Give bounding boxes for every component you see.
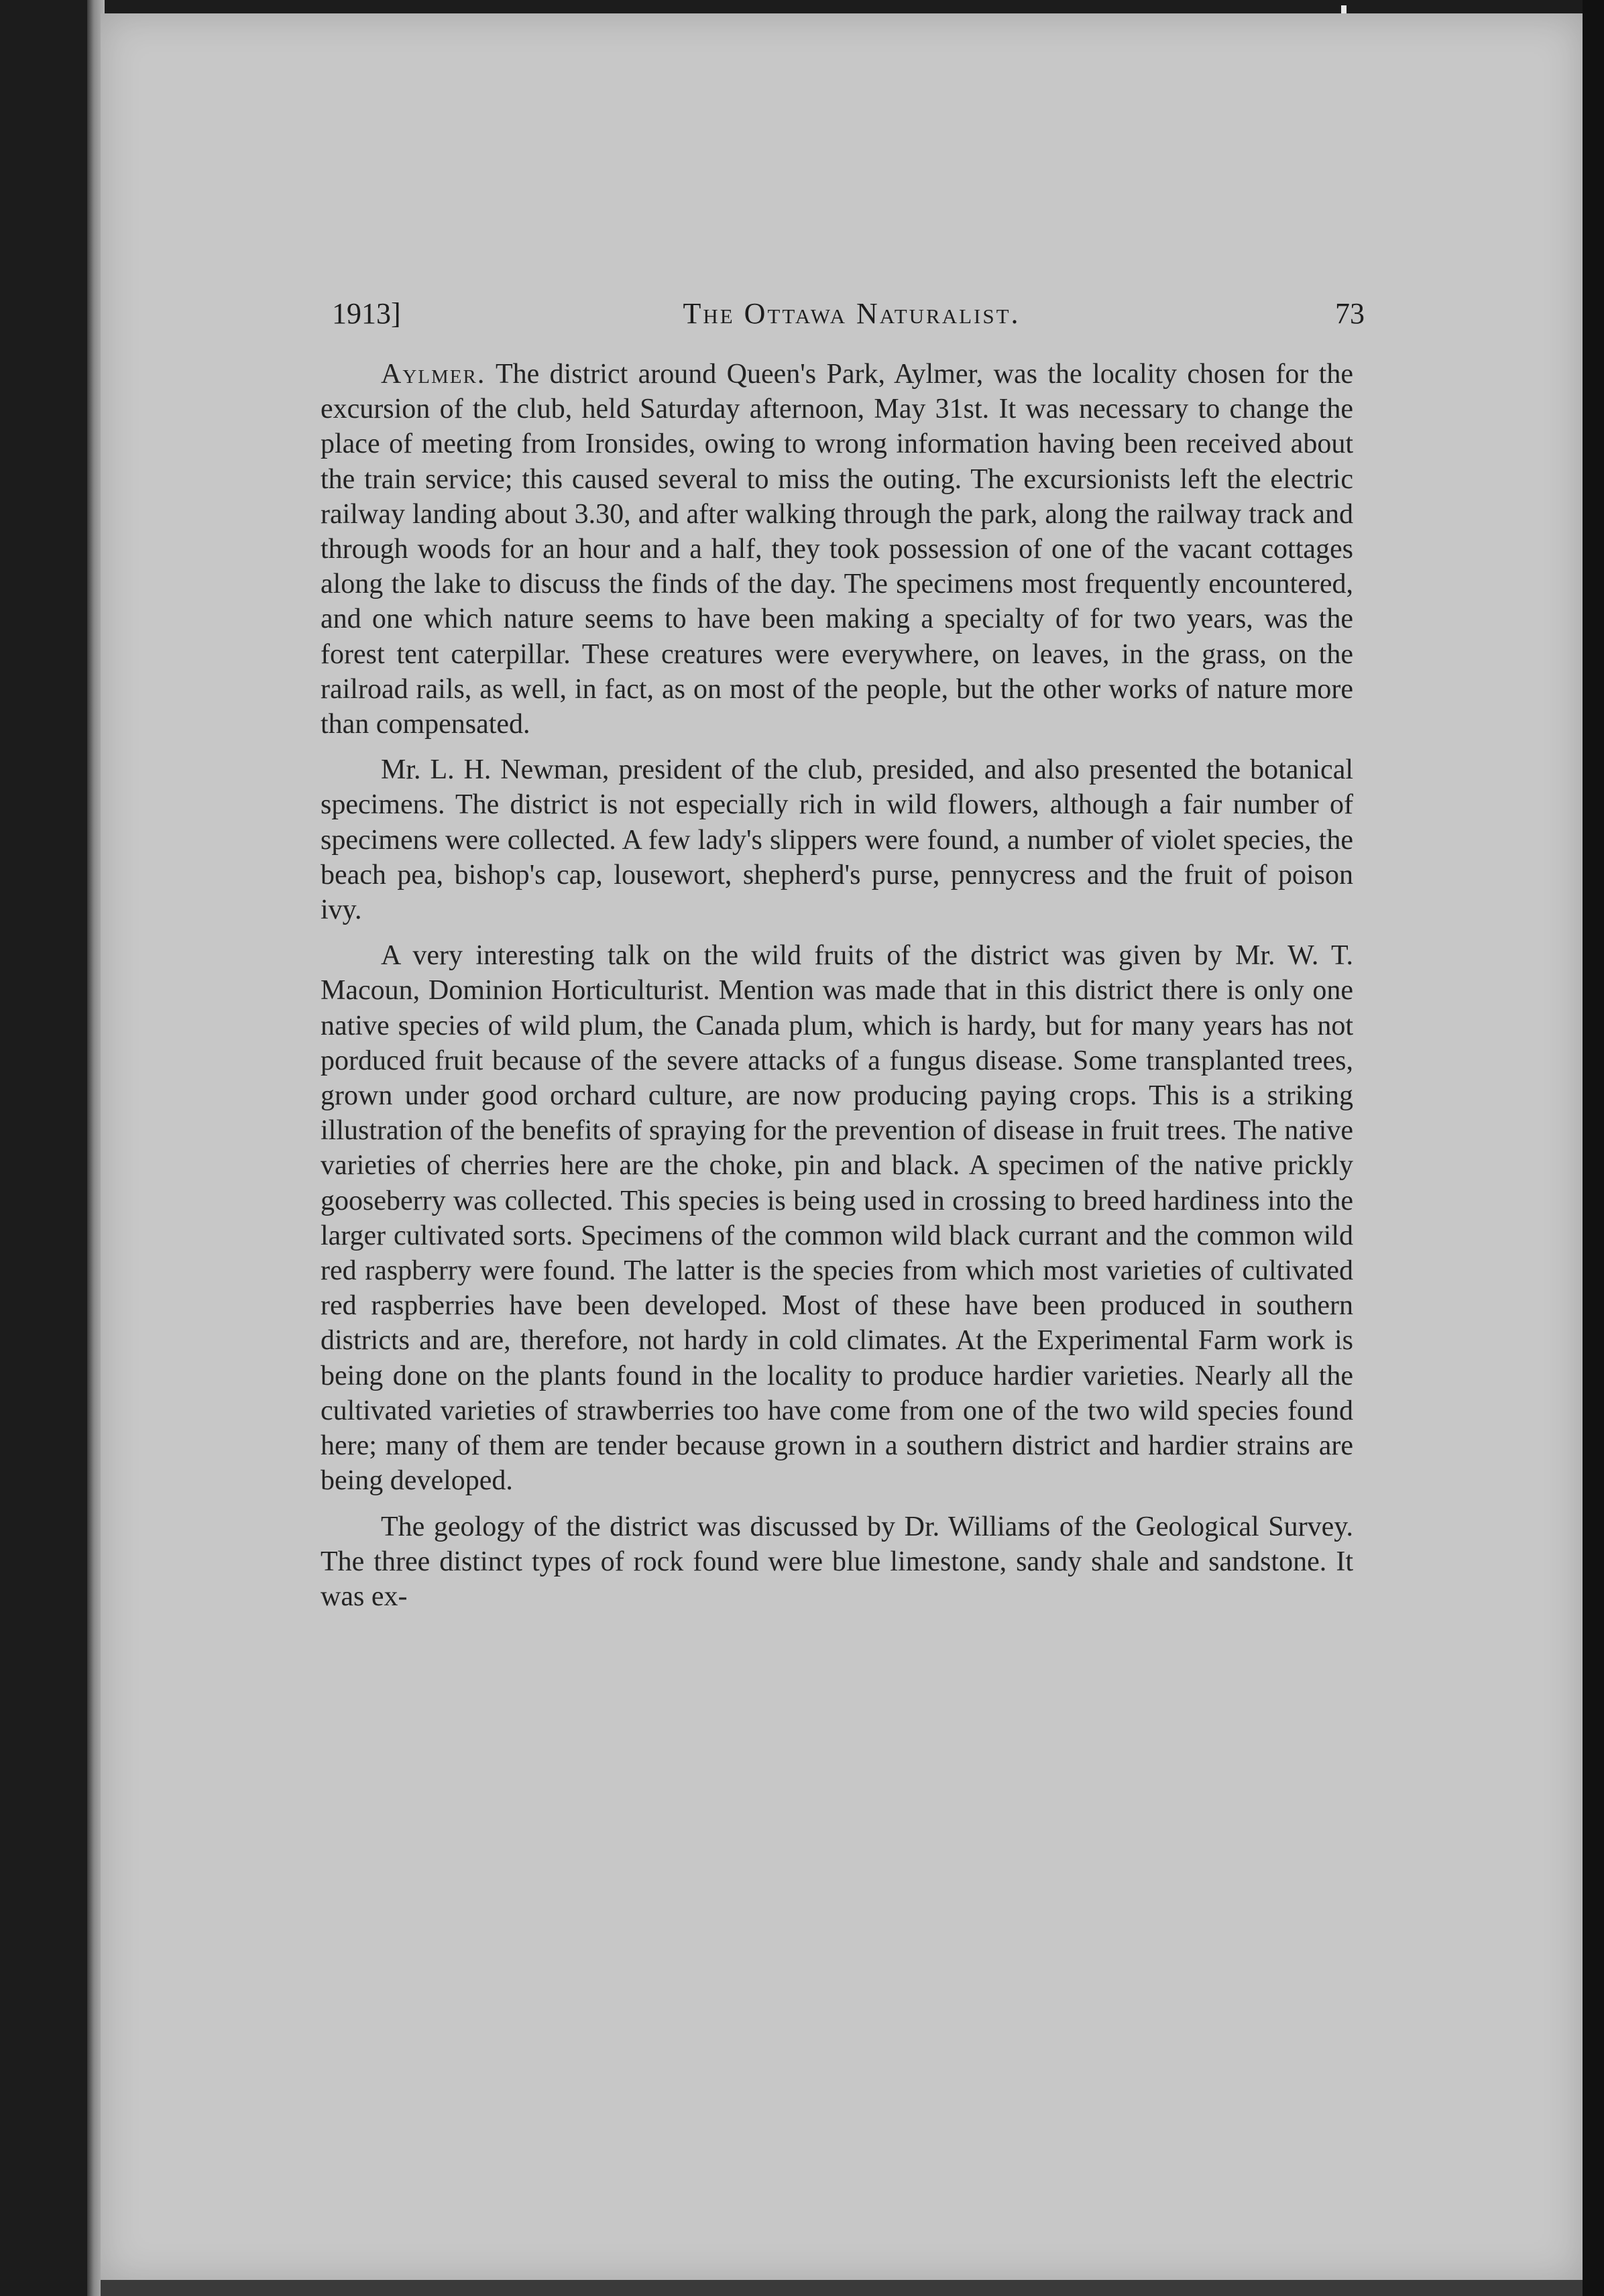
paragraph-geology bbox=[321, 1509, 1353, 1615]
paragraph-text: A very interesting talk on the wild fruits of the district was given by Mr. W. T. Macoun, Dominion Horticulturist. Mention was made that in this district there is only one native species of wild plum, the Canada plum, which is hardy, but for many years has not porduced fruit because of the severe attacks of a fungus disease. Some transplanted trees, grown under good orchard culture, are now producing paying crops. This is a striking illustration of the benefits of spraying for the prevention of disease in fruit trees. The native varieties of cherries here are the choke, pin and black. A specimen of the native prickly gooseberry was collected. This species is being used in crossing to breed hardiness into the larger cultivated sorts. Specimens of the common wild black currant and the common wild red raspberry were found. The latter is the species from which most varieties of cultivated red raspberries have been developed. Most of these have been produced in southern districts and are, therefore, not hardy in cold climates. At the Experimental Farm work is being done on the plants found in the locality to produce hardier varieties. Nearly all the cultivated varieties of strawberries too have come from one of the two wild species found here; many of them are tender because grown in a southern district and hardier strains are being developed. bbox=[321, 940, 1353, 1497]
paragraph-text: Mr. L. H. Newman, president of the club, presided, and also presented the botanical specimens. The district is not especially rich in wild flowers, although a fair number of specimens were collected. A few lady's slippers were found, a number of violet species, the beach pea, bishop's cap, lousewort, shepherd's purse, pennycress and the fruit of poison ivy. bbox=[321, 754, 1353, 926]
running-header bbox=[332, 290, 1371, 337]
paragraph-newman bbox=[321, 752, 1353, 927]
paragraph-text: The geology of the district was discussed by Dr. Williams of the Geological Survey. The three distinct types of rock found were blue limestone, sandy shale and sandstone. It was ex- bbox=[321, 1511, 1353, 1612]
paragraph-aylmer bbox=[321, 357, 1353, 742]
journal-title: The Ottawa Naturalist. bbox=[683, 297, 1021, 330]
paragraph-lead-word: Aylmer. bbox=[381, 359, 486, 390]
page-number: 73 bbox=[1335, 297, 1365, 330]
paragraph-macoun bbox=[321, 938, 1353, 1498]
paragraph-text: The district around Queen's Park, Aylmer, was the locality chosen for the excursion of the club, held Saturday afternoon, May 31st. It was necessary to change the place of meeting from Ironsides, owing to wrong information having been received about the train service; this caused several to miss the outing. The excursionists left the electric railway landing about 3.30, and after walking through the park, along the railway track and through woods for an hour and a half, they took possession of one of the vacant cottages along the lake to discuss the finds of the day. The specimens most frequently encountered, and one which nature seems to have been making a specialty of for two years, was the forest tent caterpillar. These creatures were everywhere, on leaves, in the grass, on the railroad rails, as well, in fact, as on most of the people, but the other works of nature more than compensated. bbox=[321, 359, 1353, 740]
article-body bbox=[321, 357, 1353, 1625]
header-year: 1913] bbox=[332, 297, 401, 330]
scan-bottom-border bbox=[101, 2280, 1583, 2296]
scan-right-border bbox=[1583, 0, 1604, 2296]
